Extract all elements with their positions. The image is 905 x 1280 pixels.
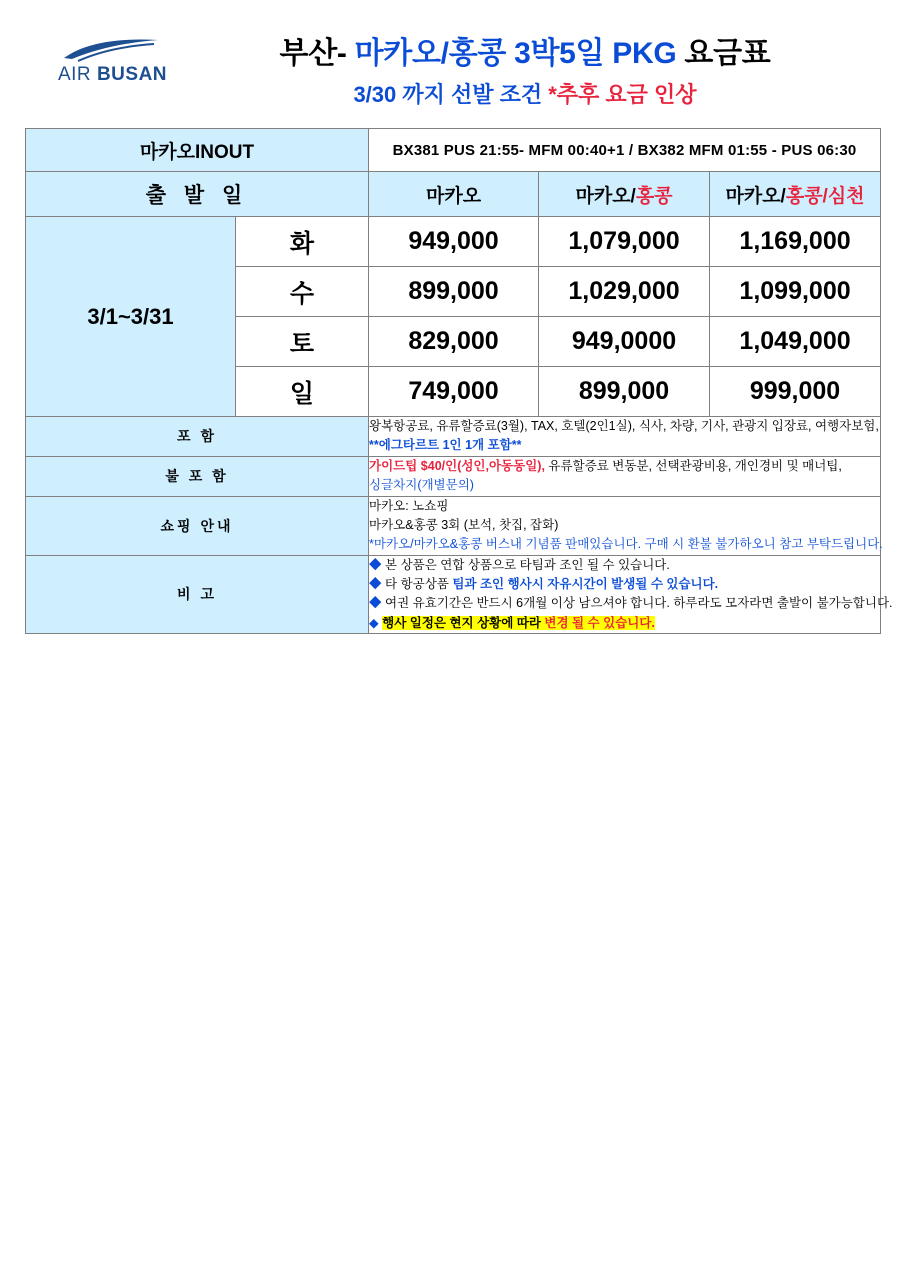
remarks-line-2-accent: 팀과 조인 행사시 자유시간이 발생될 수 있습니다. (452, 577, 719, 591)
logo-busan-text: BUSAN (96, 64, 168, 85)
price-cell: 899,000 (539, 367, 710, 417)
remarks-line-4-text: 행사 일정은 현지 상황에 따라 (382, 615, 545, 630)
subtitle-warning: *추후 요금 인상 (548, 82, 697, 107)
exclude-label: 불 포 함 (26, 456, 369, 496)
remarks-line-2-text: 타 항공상품 (385, 577, 453, 591)
price-cell: 1,169,000 (710, 217, 881, 267)
remarks-body (369, 555, 893, 634)
price-cell: 1,049,000 (710, 317, 881, 367)
price-cell: 829,000 (369, 317, 539, 367)
title-suffix: 요금표 (684, 37, 771, 70)
remarks-line-2 (369, 575, 880, 594)
column-header-macau-hk-shenzhen-accent: 홍콩/심천 (785, 185, 865, 207)
shopping-row (26, 496, 881, 555)
remarks-line-4 (369, 614, 880, 633)
remarks-line-1 (369, 556, 880, 575)
price-cell: 949,0000 (539, 317, 710, 367)
bullet-icon: ◆ (369, 557, 382, 572)
route-value: BX381 PUS 21:55- MFM 00:40+1 / BX382 MFM 01:55 - PUS 06:30 (369, 129, 881, 172)
day-cell: 화 (236, 217, 369, 267)
column-header-macau (369, 172, 539, 217)
exclude-tip-amount: 가이드팁 $40/인(성인,아동동일), (369, 458, 545, 473)
shopping-label: 쇼핑 안내 (26, 496, 369, 555)
shopping-line-3: *마카오/마카오&홍콩 버스내 기념품 판매있습니다. 구매 시 환불 불가하오니 참고 부탁드립니다. (369, 537, 883, 552)
shopping-line-1: 마카오: 노쇼핑 (369, 498, 449, 513)
title-prefix: 부산- (279, 37, 347, 70)
remarks-line-4-accent: 변경 될 수 있습니다. (544, 615, 655, 630)
bullet-icon: ◆ (369, 596, 382, 611)
price-cell: 999,000 (710, 367, 881, 417)
document-header (25, 18, 880, 118)
remarks-label: 비 고 (26, 555, 369, 634)
price-cell: 1,079,000 (539, 217, 710, 267)
title-highlight: 마카오/홍콩 3박5일 PKG (354, 37, 677, 70)
depart-header: 출 발 일 (26, 172, 369, 217)
shopping-body (369, 496, 881, 555)
price-cell: 1,029,000 (539, 267, 710, 317)
page-subtitle (200, 78, 850, 109)
column-header-macau-hk-main: 마카오/ (575, 185, 636, 207)
day-cell: 수 (236, 267, 369, 317)
include-label: 포 함 (26, 417, 369, 457)
route-row (26, 129, 881, 172)
bullet-icon: ◆ (369, 615, 379, 630)
column-header-row (26, 172, 881, 217)
column-header-macau-hk-shenzhen-main: 마카오/ (725, 185, 786, 207)
exclude-line-1 (369, 457, 880, 476)
shopping-line-2: 마카오&홍콩 3회 (보석, 찻집, 잡화) (369, 517, 559, 532)
column-header-macau-main: 마카오 (425, 185, 482, 207)
period-cell: 3/1~3/31 (26, 217, 236, 417)
day-cell: 일 (236, 367, 369, 417)
bullet-icon: ◆ (369, 577, 382, 591)
airline-logo (25, 18, 200, 86)
include-line-2: **에그타르트 1인 1개 포함** (369, 438, 522, 453)
column-header-macau-hk (539, 172, 710, 217)
remarks-line-3 (369, 594, 893, 613)
price-cell: 1,099,000 (710, 267, 881, 317)
route-label: 마카오INOUT (26, 129, 369, 172)
remarks-line-3-text: 여권 유효기간은 반드시 6개월 이상 남으셔야 합니다. 하루라도 모자라면 출발이 불가능합니다. (385, 596, 893, 611)
logo-air-text: AIR (57, 64, 92, 85)
exclude-line-2: 싱글차지(개별문의) (369, 478, 474, 493)
logo-wordmark (25, 64, 200, 86)
remarks-row (26, 555, 881, 634)
price-cell: 899,000 (369, 267, 539, 317)
day-cell: 토 (236, 317, 369, 367)
subtitle-condition: 3/30 까지 선발 조건 (353, 82, 543, 107)
remarks-line-1-text: 본 상품은 연합 상품으로 타팀과 조인 될 수 있습니다. (385, 557, 670, 572)
price-cell: 949,000 (369, 217, 539, 267)
exclude-line-1-rest: 유류할증료 변동분, 선택관광비용, 개인경비 및 매너팁, (544, 458, 842, 473)
include-body (369, 417, 881, 457)
airplane-swoosh-icon (58, 36, 168, 62)
price-cell: 749,000 (369, 367, 539, 417)
page-title (200, 28, 850, 72)
title-block (200, 18, 880, 109)
exclude-row (26, 456, 881, 496)
include-row (26, 417, 881, 457)
column-header-macau-hk-accent: 홍콩 (635, 185, 673, 207)
include-line-1: 왕복항공료, 유류할증료(3월), TAX, 호텔(2인1실), 식사, 차량, 기사, 관광지 입장료, 여행자보험, (369, 419, 879, 433)
table-row (26, 217, 881, 267)
exclude-body (369, 456, 881, 496)
fare-table (25, 128, 893, 634)
column-header-macau-hk-shenzhen (710, 172, 881, 217)
